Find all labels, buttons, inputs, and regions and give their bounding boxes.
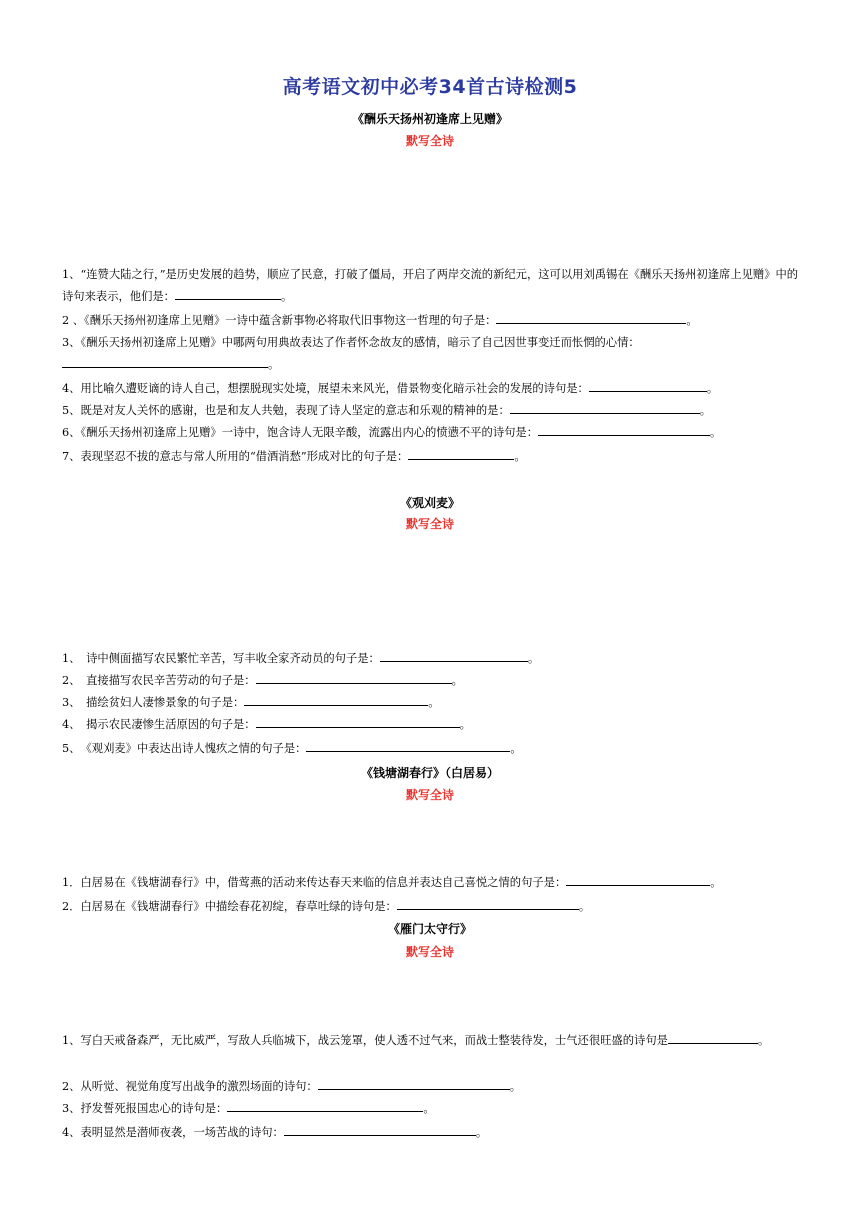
- answer-blank[interactable]: [566, 873, 710, 886]
- dictate-label: 默写全诗: [405, 134, 454, 148]
- question: 2、从听觉、视觉角度写出战争的激烈场面的诗句： 。: [62, 1076, 802, 1098]
- poem-title: 《钱塘湖春行》（白居易）: [360, 766, 499, 780]
- question: 5、既是对友人关怀的感谢，也是和友人共勉，表现了诗人坚定的意志和乐观的精神的是： 。: [62, 400, 802, 422]
- poem-title: 《观刈麦》: [399, 496, 460, 510]
- answer-blank[interactable]: [256, 715, 460, 728]
- answer-blank[interactable]: [397, 897, 579, 910]
- question: 2 、《酬乐天扬州初逢席上见赠》一诗中蕴含新事物必将取代旧事物这一哲理的句子是： 。: [62, 310, 802, 332]
- poem-title: 《雁门太守行》: [387, 922, 472, 936]
- question: 4、表明显然是潜师夜袭，一场苦战的诗句： 。: [62, 1122, 802, 1144]
- answer-blank[interactable]: [510, 401, 700, 414]
- answer-blank[interactable]: [244, 693, 428, 706]
- question: 1、写白天戒备森严，无比威严，写敌人兵临城下，战云笼罩，使人透不过气来，而战士整装待发，士气还很旺盛的诗句是 。: [62, 1030, 802, 1052]
- dictate-label: 默写全诗: [405, 517, 454, 531]
- answer-blank[interactable]: [284, 1123, 476, 1136]
- answer-blank[interactable]: [306, 739, 510, 752]
- answer-blank[interactable]: [175, 287, 281, 300]
- answer-blank[interactable]: [227, 1099, 423, 1112]
- poem-title: 《酬乐天扬州初逢席上见赠》: [351, 112, 508, 126]
- answer-blank[interactable]: [256, 671, 452, 684]
- question: 1、“连赞大陆之行，”是历史发展的趋势，顺应了民意，打破了僵局，开启了两岸交流的新纪元，这可以用刘禹锡在《酬乐天扬州初逢席上见赠》中的诗句来表示，他们是： 。: [62, 268, 799, 303]
- question: 4、 揭示农民凄惨生活原因的句子是： 。: [62, 714, 802, 736]
- dictate-label: 默写全诗: [405, 788, 454, 802]
- question: 3、抒发誓死报国忠心的诗句是： 。: [62, 1098, 802, 1120]
- question: 2．白居易在《钱塘湖春行》中描绘春花初绽，春草吐绿的诗句是： 。: [62, 896, 802, 918]
- question: 1．白居易在《钱塘湖春行》中，借莺燕的活动来传达春天来临的信息并表达自己喜悦之情的句子是： 。: [62, 872, 802, 894]
- answer-blank[interactable]: [318, 1077, 510, 1090]
- question: 3、 描绘贫妇人凄惨景象的句子是： 。: [62, 692, 802, 714]
- answer-blank[interactable]: [668, 1031, 758, 1044]
- answer-blank[interactable]: [589, 379, 707, 392]
- dictate-label: 默写全诗: [405, 945, 454, 959]
- question: 4、用比喻久遭贬谪的诗人自己，想摆脱现实处境，展望未来风光，借景物变化暗示社会的发展的诗句是： 。: [62, 378, 802, 400]
- question: 3、《酬乐天扬州初逢席上见赠》中哪两句用典故表达了作者怀念故友的感情，暗示了自己因世事变迁而怅惘的心情：。: [62, 336, 640, 371]
- document-title: 高考语文初中必考34首古诗检测5: [282, 76, 578, 98]
- answer-blank[interactable]: [62, 355, 268, 368]
- answer-blank[interactable]: [496, 311, 686, 324]
- question: 5、 《观刈麦》中表达出诗人愧疚之情的句子是： 。: [62, 738, 802, 760]
- question: 6、《酬乐天扬州初逢席上见赠》一诗中，饱含诗人无限辛酸，流露出内心的愤懑不平的诗句是： 。: [62, 422, 802, 444]
- answer-blank[interactable]: [538, 423, 710, 436]
- answer-blank[interactable]: [408, 447, 514, 460]
- question: 2、 直接描写农民辛苦劳动的句子是： 。: [62, 670, 802, 692]
- question: 7、表现坚忍不拔的意志与常人所用的“借酒消愁”形成对比的句子是： 。: [62, 446, 802, 468]
- answer-blank[interactable]: [380, 649, 528, 662]
- question: 1、 诗中侧面描写农民繁忙辛苦，写丰收全家齐动员的句子是： 。: [62, 648, 802, 670]
